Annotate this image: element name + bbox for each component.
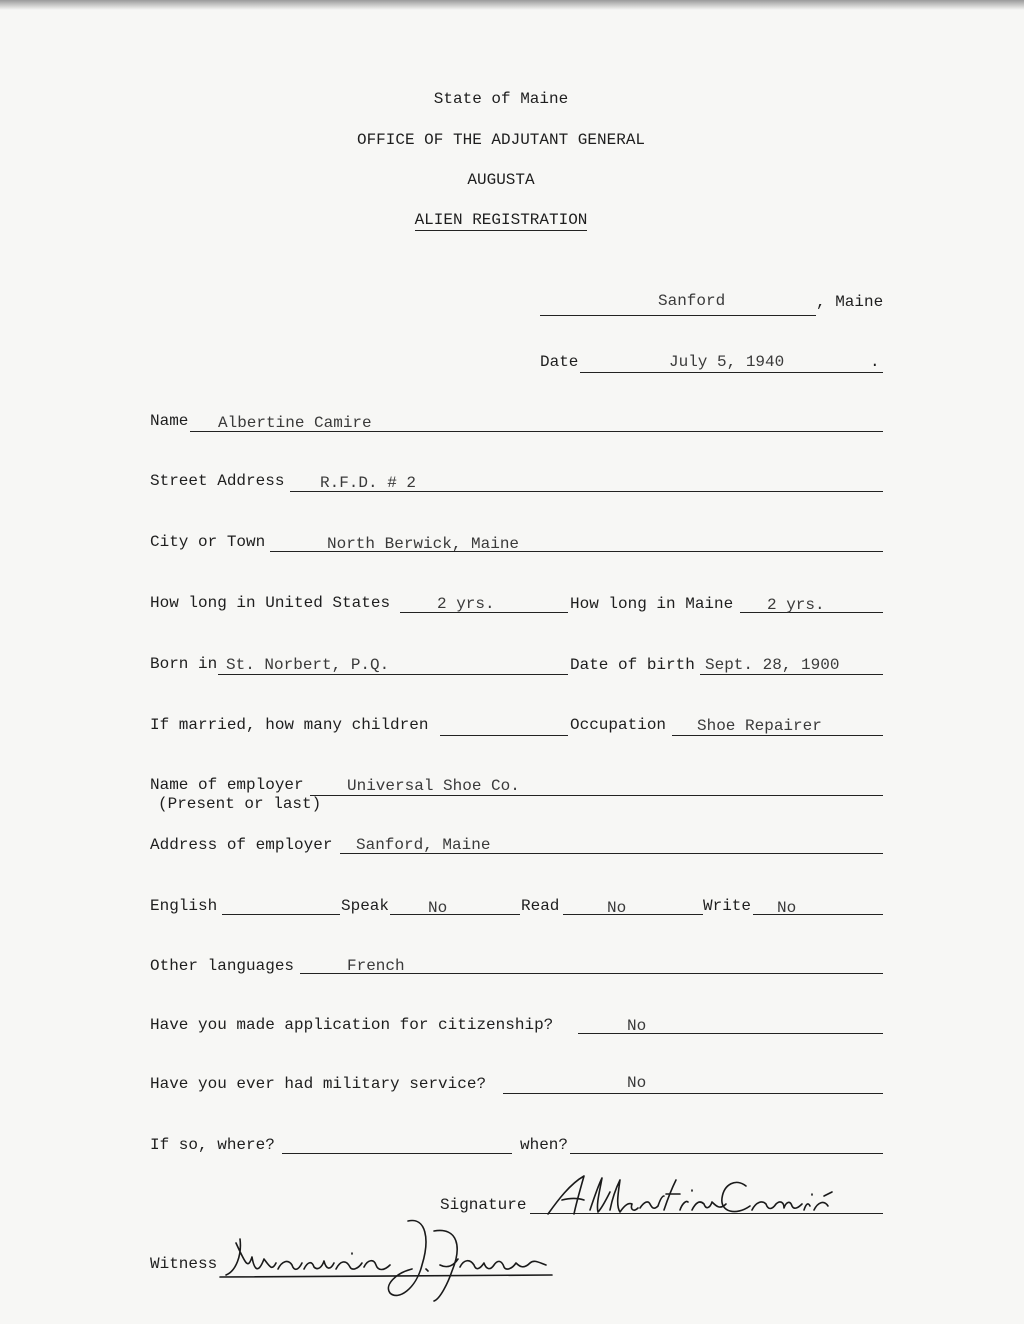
date-label: Date — [540, 353, 579, 371]
speak-line — [390, 914, 520, 915]
date-value: July 5, 1940 — [669, 353, 785, 371]
maine-length-label: How long in Maine — [570, 595, 734, 613]
read-label: Read — [521, 897, 560, 915]
dob-line — [700, 674, 883, 675]
occupation-value: Shoe Repairer — [697, 717, 822, 735]
signature-label: Signature — [440, 1196, 527, 1214]
read-line — [563, 914, 703, 915]
when-line — [570, 1153, 883, 1154]
speak-value: No — [428, 899, 448, 917]
street-label: Street Address — [150, 472, 285, 490]
english-label: English — [150, 897, 218, 915]
street-value: R.F.D. # 2 — [320, 474, 417, 492]
speak-label: Speak — [341, 897, 390, 915]
employer-line — [310, 795, 883, 796]
place-line — [540, 315, 816, 316]
read-value: No — [607, 899, 627, 917]
header-city: AUGUSTA — [467, 171, 535, 189]
military-line — [503, 1093, 883, 1094]
us-length-value: 2 yrs. — [437, 595, 495, 613]
name-label: Name — [150, 412, 189, 430]
scan-top-edge — [0, 0, 1024, 10]
date-line — [580, 372, 883, 373]
occupation-line — [672, 735, 883, 736]
other-languages-value: French — [347, 957, 405, 975]
where-label: If so, where? — [150, 1136, 275, 1154]
name-value: Albertine Camire — [218, 414, 372, 432]
citizenship-value: No — [627, 1017, 647, 1035]
english-line — [222, 914, 340, 915]
employer-label: Name of employer — [150, 776, 304, 794]
employer-value: Universal Shoe Co. — [347, 777, 520, 795]
witness-handwriting — [212, 1205, 562, 1305]
occupation-label: Occupation — [570, 716, 667, 734]
children-line — [440, 735, 568, 736]
write-label: Write — [703, 897, 752, 915]
dob-label: Date of birth — [570, 656, 695, 674]
children-label: If married, how many children — [150, 716, 429, 734]
when-label: when? — [520, 1136, 569, 1154]
military-label: Have you ever had military service? — [150, 1075, 487, 1093]
signature-handwriting — [540, 1170, 840, 1230]
born-value: St. Norbert, P.Q. — [226, 656, 390, 674]
header-title — [0, 211, 1002, 229]
write-line — [753, 914, 883, 915]
military-value: No — [627, 1074, 647, 1092]
maine-length-value: 2 yrs. — [767, 596, 825, 614]
employer-address-value: Sanford, Maine — [356, 836, 491, 854]
header-office: OFFICE OF THE ADJUTANT GENERAL — [356, 131, 646, 149]
employer-sublabel: (Present or last) — [158, 795, 322, 813]
employer-address-label: Address of employer — [150, 836, 333, 854]
born-line — [218, 674, 568, 675]
dob-value: Sept. 28, 1900 — [705, 656, 840, 674]
place-state-label: , Maine — [816, 293, 884, 311]
where-line — [282, 1153, 512, 1154]
other-languages-label: Other languages — [150, 957, 295, 975]
date-end: . — [870, 353, 880, 371]
citizenship-line — [578, 1033, 883, 1034]
write-value: No — [777, 899, 797, 917]
place-town-value: Sanford — [658, 292, 726, 310]
born-label: Born in — [150, 655, 218, 673]
witness-label: Witness — [150, 1255, 218, 1273]
city-value: North Berwick, Maine — [327, 535, 520, 553]
header-state: State of Maine — [433, 90, 569, 108]
citizenship-label: Have you made application for citizenship? — [150, 1016, 554, 1034]
city-label: City or Town — [150, 533, 266, 551]
us-length-label: How long in United States — [150, 594, 391, 612]
form-title: ALIEN REGISTRATION — [414, 211, 588, 229]
